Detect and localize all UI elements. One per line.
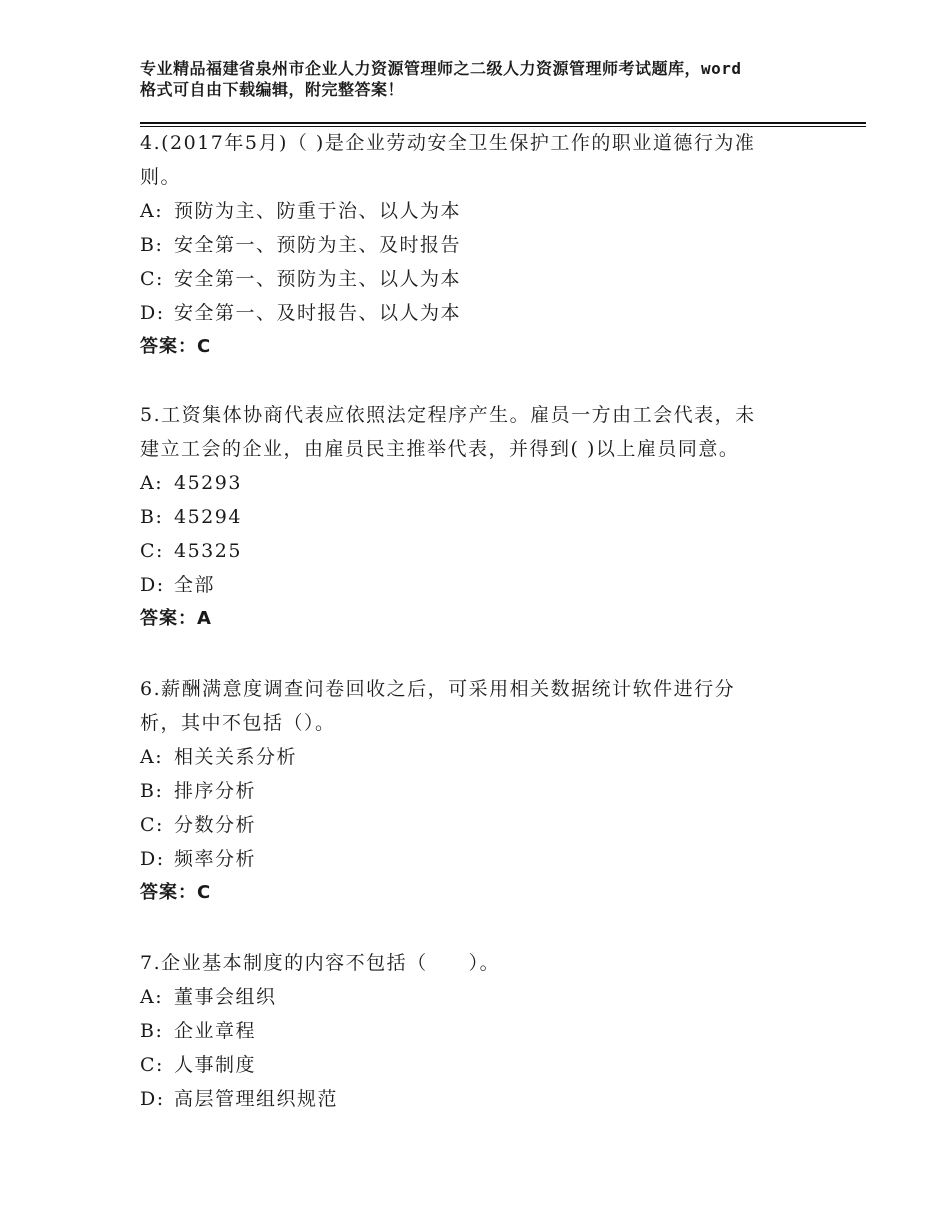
option-b — [140, 1014, 820, 1048]
question-6 — [140, 672, 820, 910]
option-c — [140, 808, 820, 842]
option-label: B: — [140, 1020, 164, 1042]
option-a — [140, 740, 820, 774]
question-4 — [140, 126, 820, 364]
option-label: D: — [140, 848, 165, 870]
option-label: D: — [140, 1088, 165, 1110]
option-text: 45293 — [174, 472, 242, 494]
option-text: 安全第一、预防为主、及时报告 — [174, 234, 462, 256]
option-label: A: — [140, 472, 164, 494]
option-text: 预防为主、防重于治、以人为本 — [174, 200, 462, 222]
header-line-1: 专业精品福建省泉州市企业人力资源管理师之二级人力资源管理师考试题库，word — [140, 59, 742, 78]
answer-line: 答案：C — [140, 882, 212, 903]
option-label: C: — [140, 814, 164, 836]
option-label: D: — [140, 302, 165, 324]
option-label: C: — [140, 1054, 164, 1076]
option-text: 45325 — [174, 540, 242, 562]
option-a — [140, 980, 820, 1014]
option-text: 分数分析 — [174, 814, 257, 836]
option-text: 安全第一、及时报告、以人为本 — [174, 302, 462, 324]
option-d — [140, 568, 820, 602]
question-7 — [140, 946, 820, 1116]
option-a — [140, 194, 820, 228]
document-header — [140, 58, 840, 100]
option-text: 高层管理组织规范 — [174, 1088, 339, 1110]
option-d — [140, 842, 820, 876]
option-text: 频率分析 — [174, 848, 257, 870]
option-label: C: — [140, 268, 164, 290]
option-label: A: — [140, 746, 164, 768]
option-b — [140, 774, 820, 808]
option-text: 安全第一、预防为主、以人为本 — [174, 268, 462, 290]
header-divider-thick — [140, 122, 866, 124]
option-text: 人事制度 — [174, 1054, 257, 1076]
option-label: C: — [140, 540, 164, 562]
option-a — [140, 466, 820, 500]
option-b — [140, 228, 820, 262]
option-label: D: — [140, 574, 165, 596]
option-text: 全部 — [174, 574, 216, 596]
question-text-line-2: 析，其中不包括（）。 — [140, 712, 336, 734]
option-label: B: — [140, 780, 164, 802]
option-b — [140, 500, 820, 534]
option-text: 45294 — [174, 506, 242, 528]
option-text: 相关关系分析 — [174, 746, 298, 768]
option-c — [140, 262, 820, 296]
question-text-line-2: 建立工会的企业，由雇员民主推举代表，并得到( )以上雇员同意。 — [140, 438, 740, 460]
question-text-line-1: 5.工资集体协商代表应依照法定程序产生。雇员一方由工会代表，未 — [140, 404, 756, 426]
option-text: 排序分析 — [174, 780, 257, 802]
option-c — [140, 534, 820, 568]
option-d — [140, 296, 820, 330]
option-label: A: — [140, 986, 164, 1008]
option-text: 企业章程 — [174, 1020, 257, 1042]
option-c — [140, 1048, 820, 1082]
option-label: A: — [140, 200, 164, 222]
answer-line: 答案：A — [140, 608, 212, 629]
question-text-line-1: 6.薪酬满意度调查问卷回收之后，可采用相关数据统计软件进行分 — [140, 678, 736, 700]
question-text-line-1: 7.企业基本制度的内容不包括（ ）。 — [140, 952, 501, 974]
header-line-2: 格式可自由下载编辑，附完整答案！ — [140, 80, 405, 99]
option-text: 董事会组织 — [174, 986, 277, 1008]
question-5 — [140, 398, 820, 636]
option-d — [140, 1082, 820, 1116]
option-label: B: — [140, 506, 164, 528]
question-text-line-1: 4.(2017年5月)（ )是企业劳动安全卫生保护工作的职业道德行为准 — [140, 132, 756, 154]
answer-line: 答案：C — [140, 336, 212, 357]
option-label: B: — [140, 234, 164, 256]
question-text-line-2: 则。 — [140, 166, 182, 188]
